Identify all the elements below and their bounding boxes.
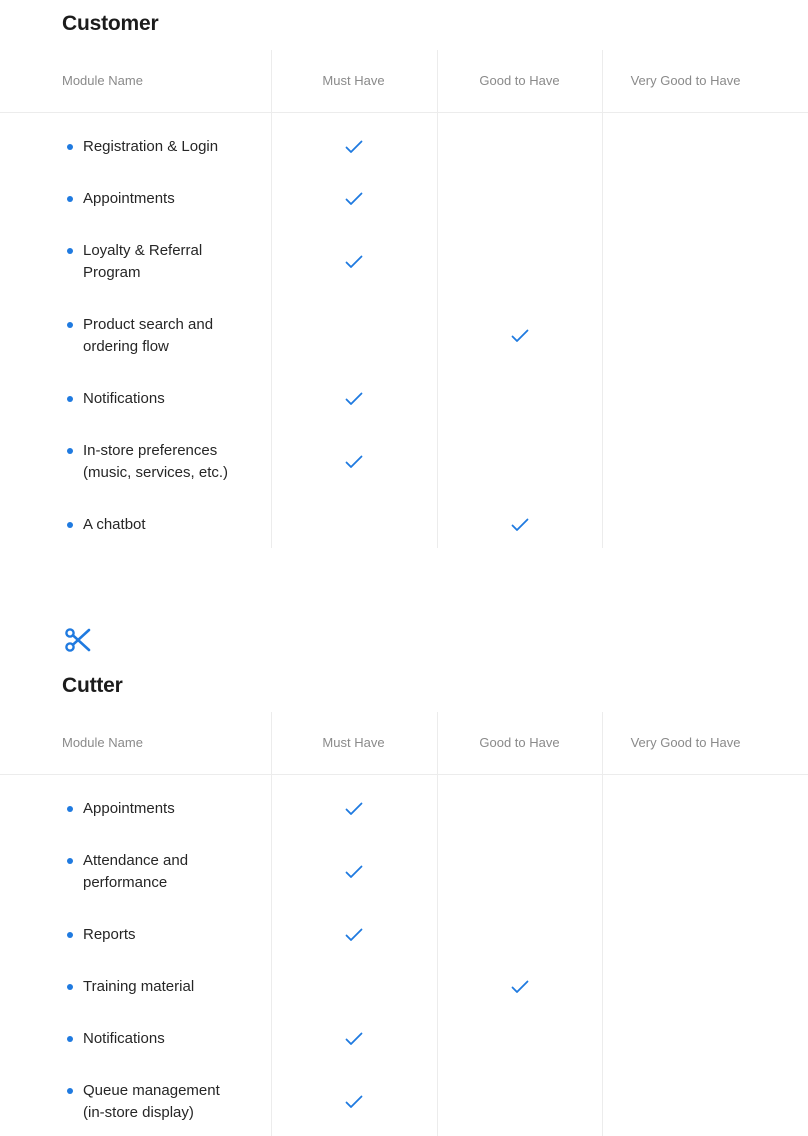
bullet-dot (67, 806, 73, 812)
module-name: Loyalty & Referral Program (83, 242, 203, 281)
module-name: A chatbot (83, 516, 146, 533)
table-row (0, 798, 808, 820)
module-name: Queue management (in-store display) (83, 1082, 220, 1121)
bullet-dot (67, 1036, 73, 1042)
checkmark-icon (345, 1095, 363, 1109)
checkmark-icon (345, 192, 363, 206)
cutter-feature-table (0, 712, 808, 1136)
module-name: Registration & Login (83, 138, 219, 155)
module-name: Appointments (83, 190, 175, 207)
checkmark-icon (345, 455, 363, 469)
customer-feature-table (0, 50, 808, 548)
checkmark-icon (345, 140, 363, 154)
bullet-dot (67, 144, 73, 150)
table-row (0, 136, 808, 158)
module-name: Appointments (83, 800, 175, 817)
checkmark-icon (511, 980, 529, 994)
table-row (0, 976, 808, 998)
checkmark-icon (345, 392, 363, 406)
bullet-dot (67, 322, 73, 328)
module-name: Training material (83, 978, 195, 995)
header-very-good-to-have: Very Good to Have (630, 73, 741, 88)
bullet-dot (67, 196, 73, 202)
table-row (0, 850, 808, 894)
module-name: Attendance and performance (83, 852, 189, 891)
checkmark-icon (345, 802, 363, 816)
module-name: Notifications (83, 390, 165, 407)
module-name: Product search and ordering flow (83, 316, 214, 355)
checkmark-icon (345, 255, 363, 269)
table-row (0, 188, 808, 210)
header-module-name: Module Name (62, 735, 143, 750)
header-must-have: Must Have (322, 73, 385, 88)
bullet-dot (67, 248, 73, 254)
bullet-dot (67, 932, 73, 938)
table-header (0, 50, 808, 113)
bullet-dot (67, 858, 73, 864)
scissors-icon (64, 626, 92, 654)
header-very-good-to-have: Very Good to Have (630, 735, 741, 750)
table-row (0, 440, 808, 484)
table-row (0, 514, 808, 536)
header-good-to-have: Good to Have (479, 73, 560, 88)
section-title-customer: Customer (62, 12, 159, 35)
checkmark-icon (511, 329, 529, 343)
module-name: Notifications (83, 1030, 165, 1047)
bullet-dot (67, 984, 73, 990)
table-row (0, 314, 808, 358)
section-title-cutter: Cutter (62, 674, 123, 697)
table-row (0, 240, 808, 284)
table-header (0, 712, 808, 775)
bullet-dot (67, 522, 73, 528)
checkmark-icon (511, 518, 529, 532)
module-name: In-store preferences (music, services, etc.) (83, 442, 229, 481)
bullet-dot (67, 448, 73, 454)
table-row (0, 924, 808, 946)
bullet-dot (67, 396, 73, 402)
checkmark-icon (345, 865, 363, 879)
table-row (0, 1028, 808, 1050)
table-row (0, 388, 808, 410)
checkmark-icon (345, 928, 363, 942)
bullet-dot (67, 1088, 73, 1094)
header-good-to-have: Good to Have (479, 735, 560, 750)
header-module-name: Module Name (62, 73, 143, 88)
table-row (0, 1080, 808, 1124)
header-must-have: Must Have (322, 735, 385, 750)
checkmark-icon (345, 1032, 363, 1046)
module-name: Reports (83, 926, 136, 943)
